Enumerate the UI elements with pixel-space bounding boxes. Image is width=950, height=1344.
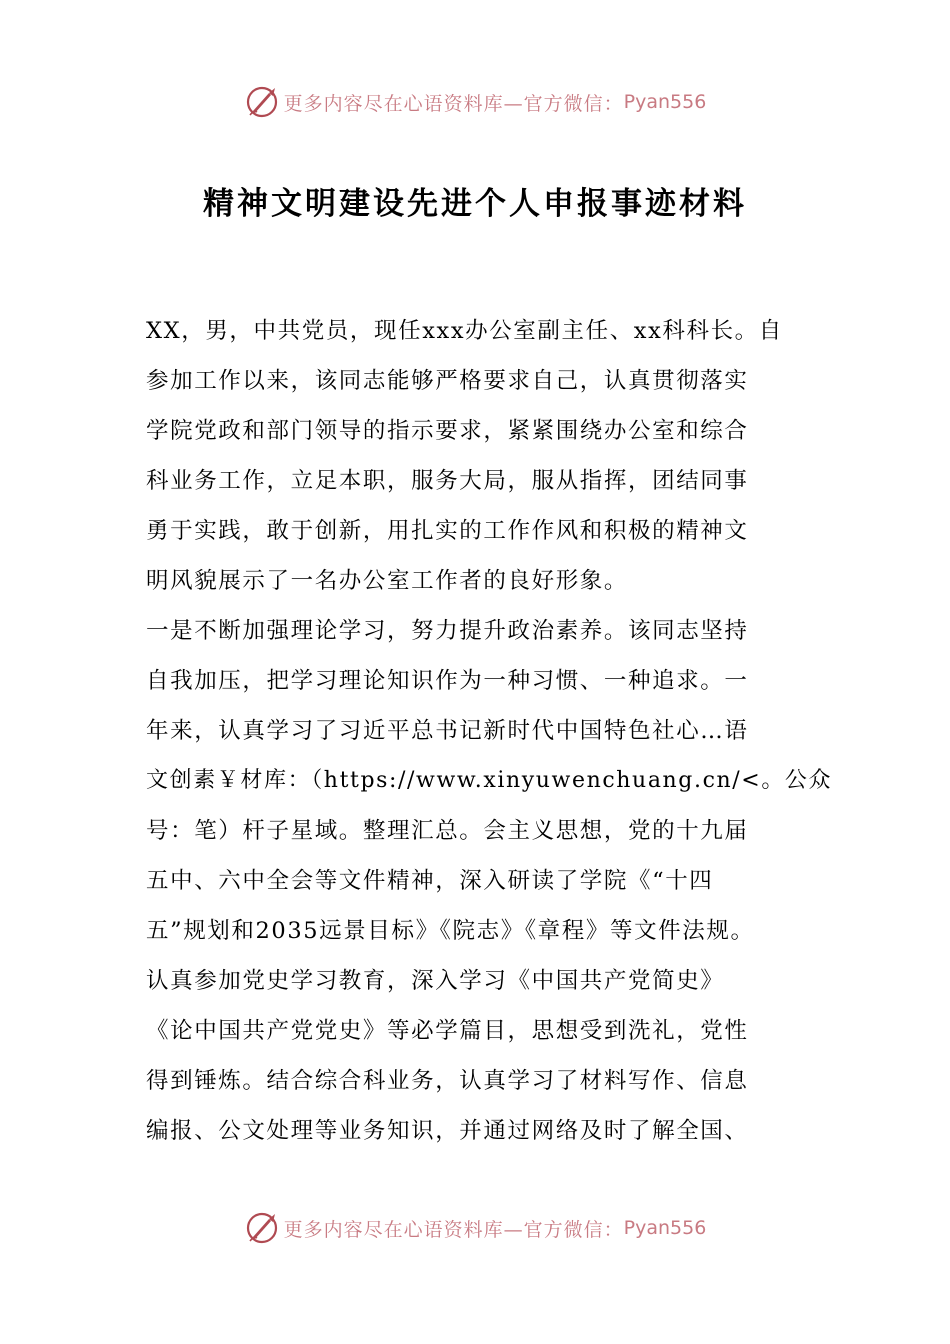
body-line: 参加工作以来，该同志能够严格要求自己，认真贯彻落实 — [146, 368, 749, 394]
document-body — [146, 306, 836, 1156]
body-line: 号：笔）杆子星域。整理汇总。会主义思想，党的十九届 — [146, 818, 749, 844]
header-banner — [0, 82, 950, 122]
footer-banner-text: 更多内容尽在心语资料库—官方微信： — [283, 1218, 624, 1241]
body-line: 勇于实践，敢于创新，用扎实的工作作风和积极的精神文 — [146, 518, 749, 544]
document-title: 精神文明建设先进个人申报事迹材料 — [203, 186, 747, 222]
body-line: 文创素￥材库：（https://www.xinyuwenchuang.cn/<。公众 — [146, 768, 833, 793]
body-line: 一是不断加强理论学习，努力提升政治素养。该同志坚持 — [146, 618, 749, 644]
footer-banner — [0, 1208, 950, 1248]
body-line: XX，男，中共党员，现任xxx办公室副主任、xx科科长。自 — [146, 318, 783, 344]
body-line: 五”规划和2035远景目标》《院志》《章程》等文件法规。 — [146, 918, 755, 944]
body-line: 明风貌展示了一名办公室工作者的良好形象。 — [146, 568, 629, 594]
body-line: 自我加压，把学习理论知识作为一种习惯、一种追求。一 — [146, 668, 749, 694]
quill-pen-logo-icon — [244, 84, 280, 120]
body-line: 五中、六中全会等文件精神，深入研读了学院《“十四 — [146, 868, 714, 894]
body-line: 《论中国共产党党史》等必学篇目，思想受到洗礼，党性 — [146, 1018, 749, 1044]
header-banner-handle: Pyan556 — [623, 91, 707, 113]
footer-banner-handle: Pyan556 — [623, 1217, 707, 1239]
quill-pen-logo-icon — [244, 1210, 280, 1246]
body-line: 得到锤炼。结合综合科业务，认真学习了材料写作、信息 — [146, 1068, 749, 1094]
body-line: 科业务工作，立足本职，服务大局，服从指挥，团结同事 — [146, 468, 749, 494]
body-line: 编报、公文处理等业务知识，并通过网络及时了解全国、 — [146, 1118, 749, 1144]
body-line: 认真参加党史学习教育，深入学习《中国共产党简史》 — [146, 968, 725, 994]
body-line: 学院党政和部门领导的指示要求，紧紧围绕办公室和综合 — [146, 418, 749, 444]
body-line: 年来，认真学习了习近平总书记新时代中国特色社心…语 — [146, 718, 749, 744]
header-banner-text: 更多内容尽在心语资料库—官方微信： — [283, 92, 624, 115]
